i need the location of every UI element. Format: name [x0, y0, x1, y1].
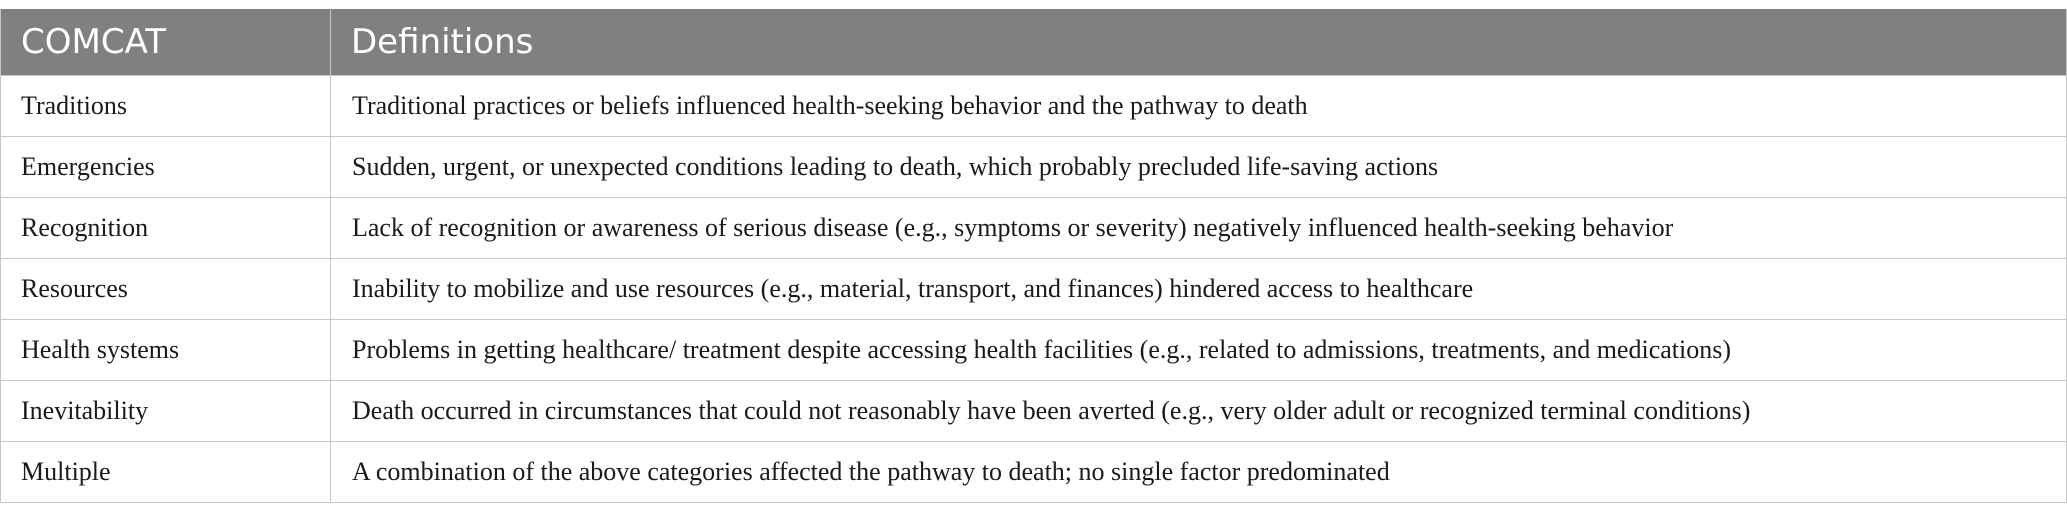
- definition-cell: Inability to mobilize and use resources (e.g., material, transport, and finances) hindered access to healthcare: [331, 259, 2067, 320]
- table-row: [1, 198, 2067, 259]
- category-cell: Traditions: [1, 76, 331, 137]
- table-row: [1, 259, 2067, 320]
- category-cell: Multiple: [1, 442, 331, 503]
- table-row: [1, 381, 2067, 442]
- comcat-definitions-table-container: [0, 9, 2067, 503]
- definition-cell: Lack of recognition or awareness of serious disease (e.g., symptoms or severity) negatively influenced health-seeking behavior: [331, 198, 2067, 259]
- definition-cell: Sudden, urgent, or unexpected conditions leading to death, which probably precluded life-saving actions: [331, 137, 2067, 198]
- category-cell: Resources: [1, 259, 331, 320]
- header-definitions: Definitions: [331, 9, 2067, 76]
- table-row: [1, 320, 2067, 381]
- category-cell: Inevitability: [1, 381, 331, 442]
- definition-cell: Traditional practices or beliefs influenced health-seeking behavior and the pathway to death: [331, 76, 2067, 137]
- table-header-row: [1, 9, 2067, 76]
- table-row: [1, 137, 2067, 198]
- definition-cell: Death occurred in circumstances that could not reasonably have been averted (e.g., very older adult or recognized terminal conditions): [331, 381, 2067, 442]
- table-body: [1, 76, 2067, 503]
- table-header: [1, 9, 2067, 76]
- definition-cell: A combination of the above categories affected the pathway to death; no single factor predominated: [331, 442, 2067, 503]
- comcat-definitions-table: [0, 9, 2067, 503]
- category-cell: Health systems: [1, 320, 331, 381]
- definition-cell: Problems in getting healthcare/ treatment despite accessing health facilities (e.g., related to admissions, treatments, and medications): [331, 320, 2067, 381]
- table-row: [1, 76, 2067, 137]
- table-row: [1, 442, 2067, 503]
- category-cell: Recognition: [1, 198, 331, 259]
- header-comcat: COMCAT: [1, 9, 331, 76]
- category-cell: Emergencies: [1, 137, 331, 198]
